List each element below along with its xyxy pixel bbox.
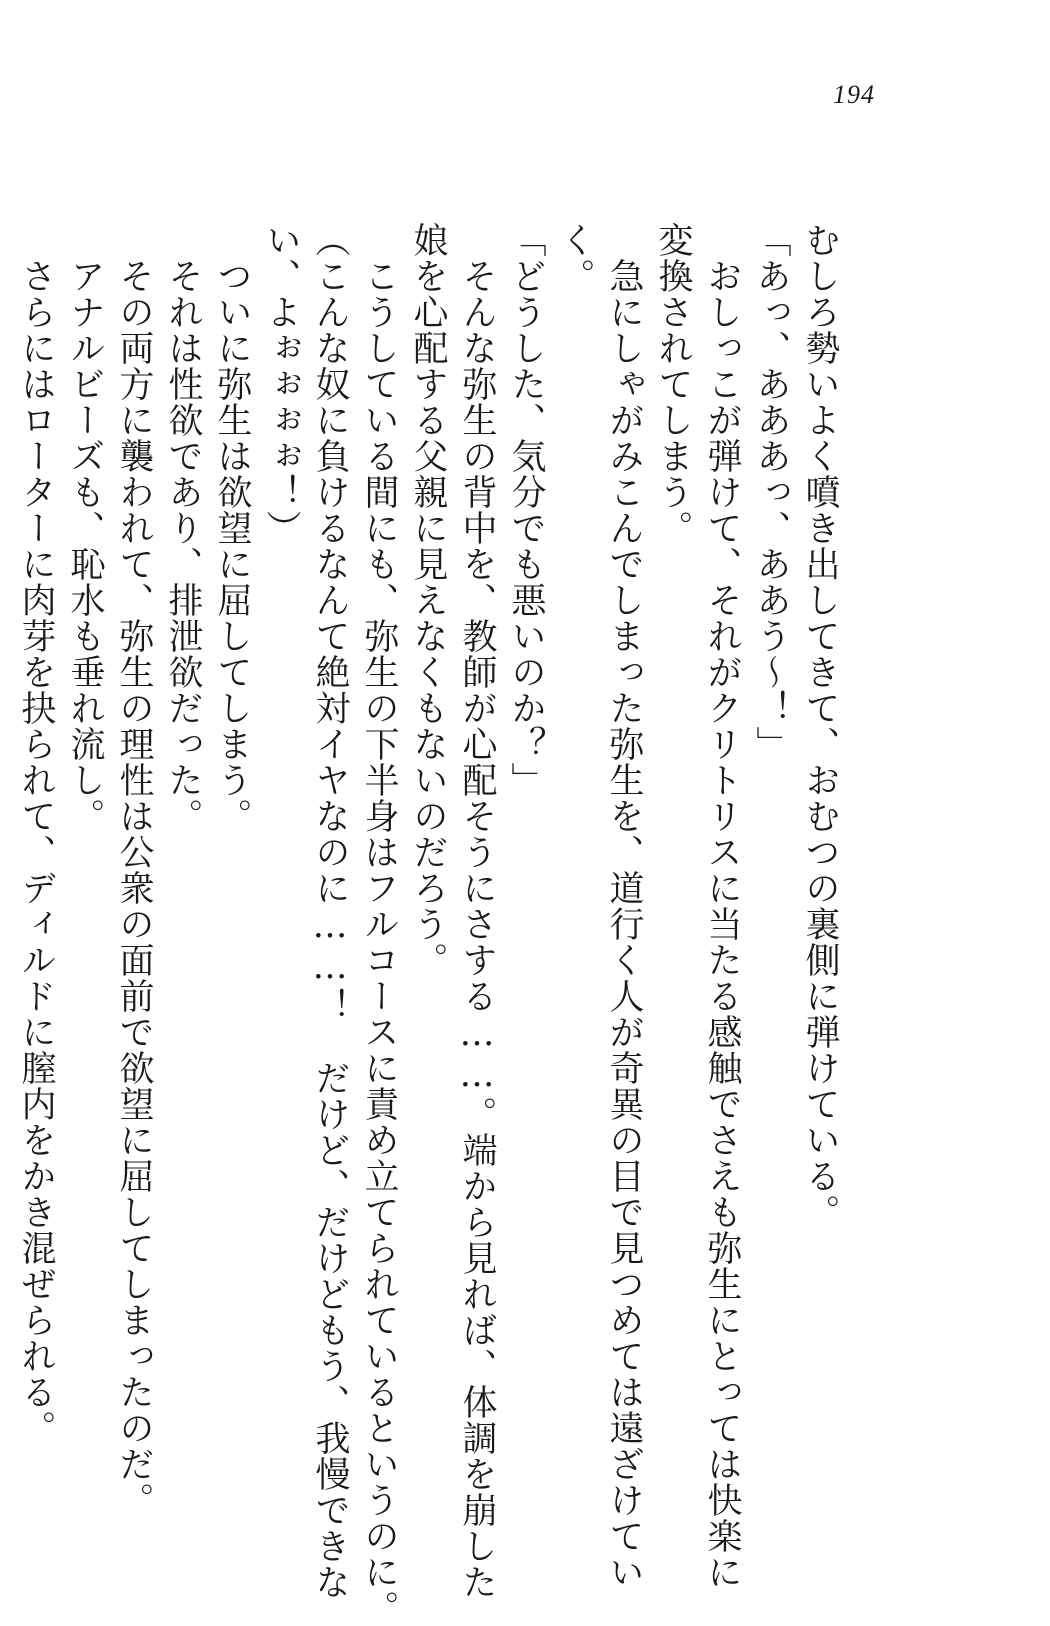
page-number: 194	[833, 80, 875, 109]
text-line: 「あっ、あああっ、ああう〜！」	[751, 222, 791, 762]
text-line: 変換されてしまう。	[653, 222, 693, 546]
text-line: く。	[555, 222, 595, 294]
text-line: さらにはローターに肉芽を抉られて、ディルドに膣内をかき混ぜられる。	[16, 222, 56, 1446]
text-line: 急にしゃがみこんでしまった弥生を、道行く人が奇異の目で見つめては遠ざけてい	[604, 222, 644, 1590]
text-line: ついに弥生は欲望に屈してしまう。	[212, 222, 252, 834]
text-line: （こんな奴に負けるなんて絶対イヤなのに……！ だけど、だけどもう、我慢できな	[310, 222, 350, 1600]
text-line: その両方に襲われて、弥生の理性は公衆の面前で欲望に屈してしまったのだ。	[114, 222, 154, 1518]
text-line: い、よぉぉぉぉ！）	[261, 222, 301, 546]
text-line: アナルビーズも、恥水も垂れ流し。	[65, 222, 105, 834]
text-line: 娘を心配する父親に見えなくもないのだろう。	[408, 222, 448, 978]
text-line: むしろ勢いよく噴き出してきて、おむつの裏側に弾けている。	[800, 222, 840, 1230]
text-line: それは性欲であり、排泄欲だった。	[163, 222, 203, 834]
text-line: 「どうした、気分でも悪いのか？」	[506, 222, 546, 798]
text-line: こうしている間にも、弥生の下半身はフルコースに責め立てられているというのに。	[359, 222, 399, 1626]
text-line: おしっこが弾けて、それがクリトリスに当たる感触でさえも弥生にとっては快楽に	[702, 222, 742, 1590]
body-text	[11, 222, 844, 1626]
text-line: そんな弥生の背中を、教師が心配そうにさする……。端から見れば、体調を崩した	[457, 222, 497, 1600]
